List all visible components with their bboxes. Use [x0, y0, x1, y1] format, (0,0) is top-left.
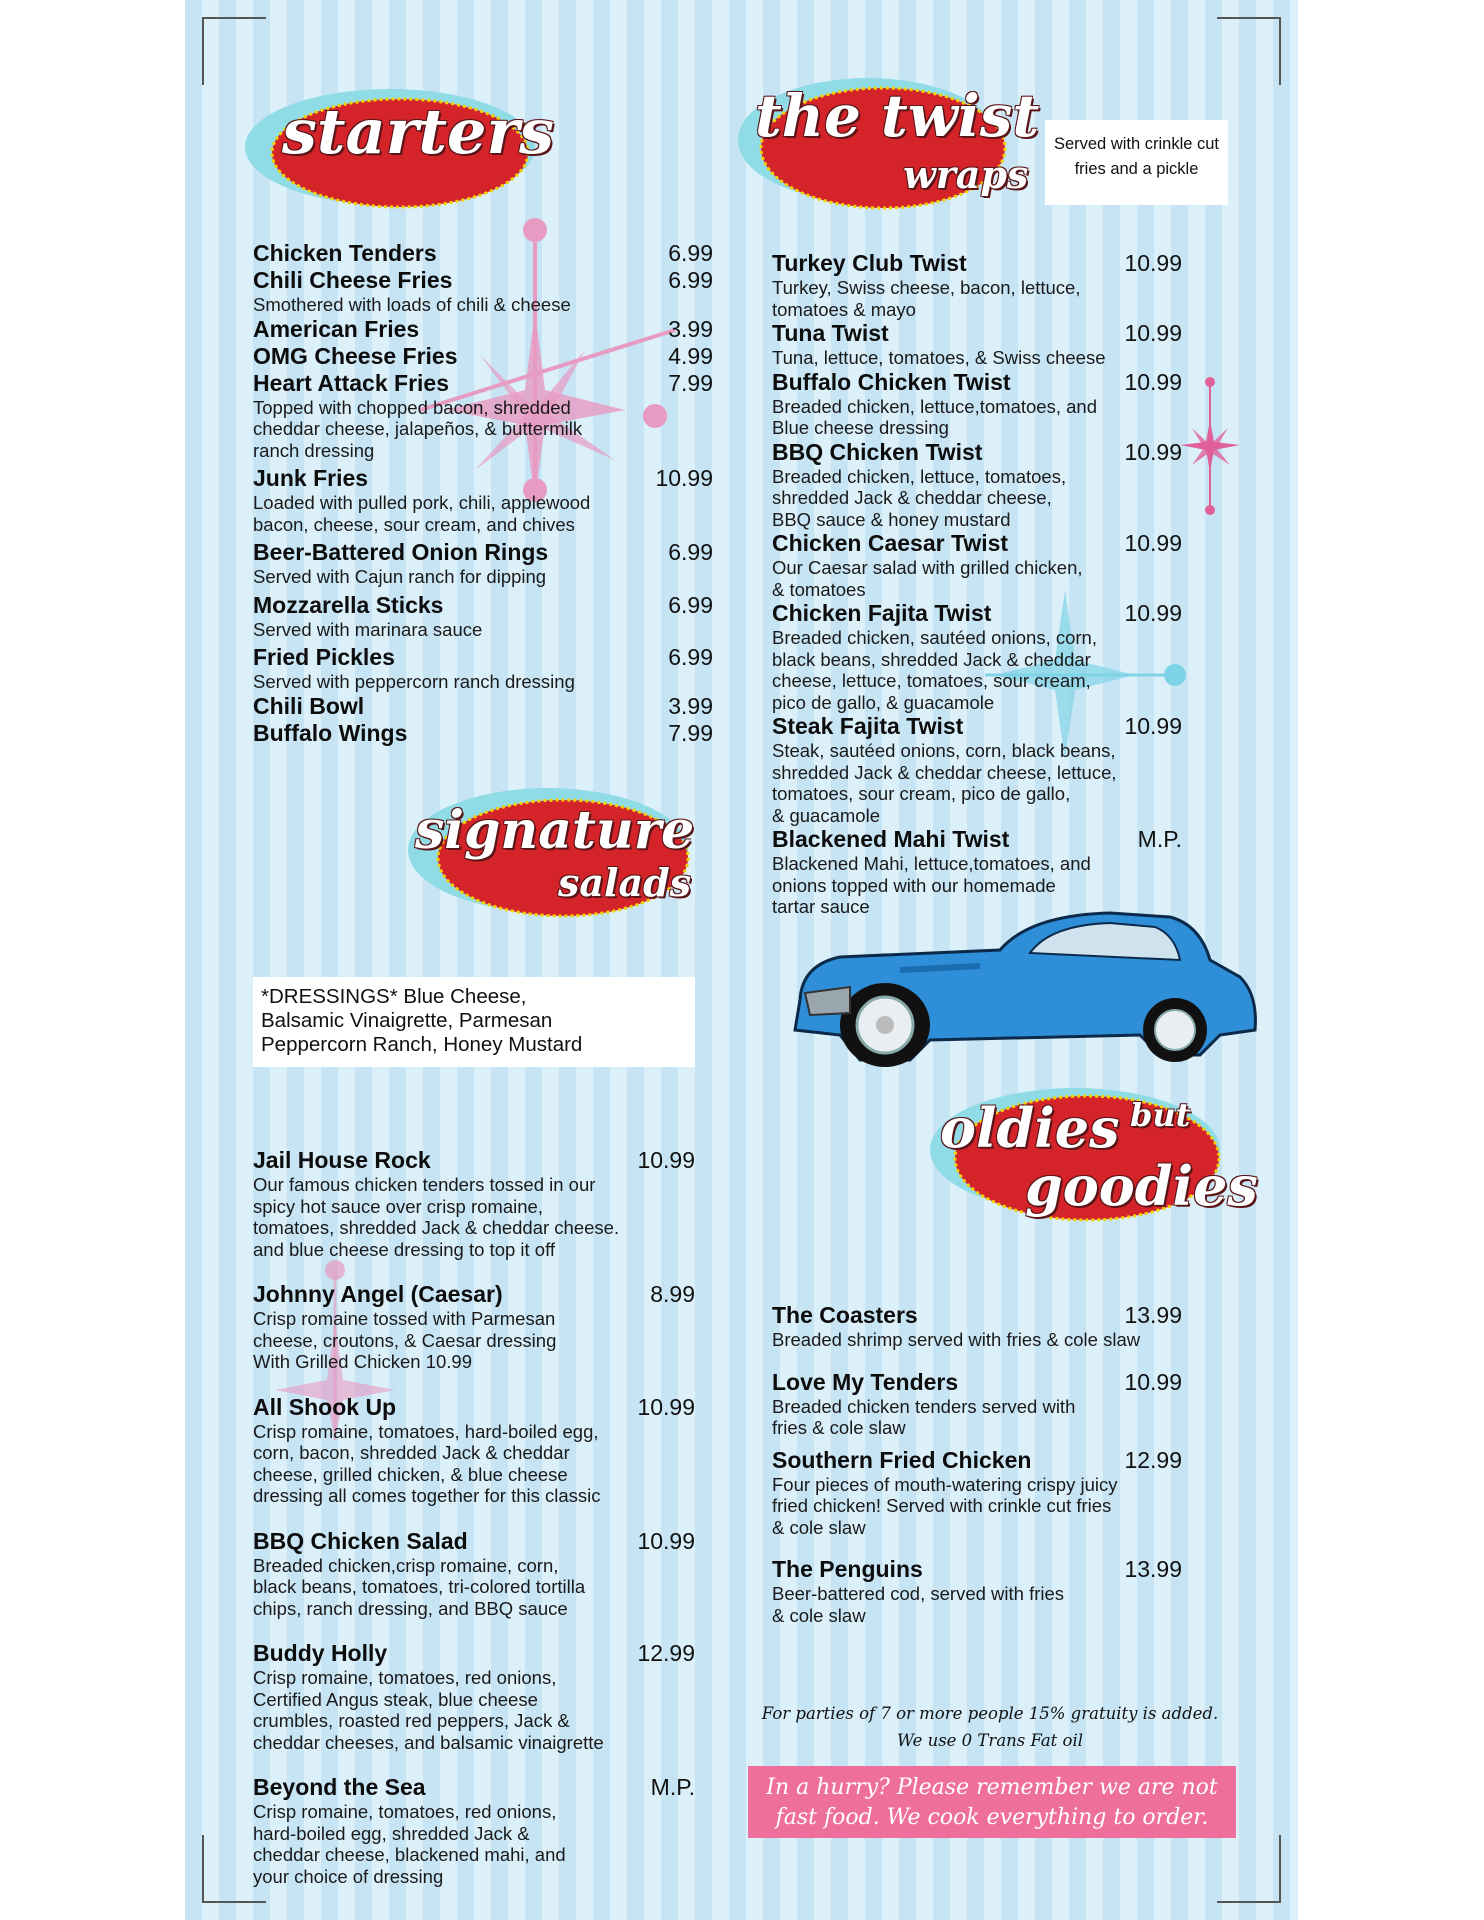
- item-name: Chili Bowl: [253, 692, 365, 719]
- item-price: 10.99: [1124, 713, 1182, 739]
- menu-item: [253, 693, 713, 720]
- item-price: 3.99: [668, 315, 713, 342]
- menu-item: [772, 369, 1182, 439]
- item-description: Crisp romaine, tomatoes, red onions, Certified Angus steak, blue cheese crumbles, roasted red peppers, Jack & cheddar cheeses, and balsamic vinaigrette: [253, 1667, 604, 1753]
- item-name: Beyond the Sea: [253, 1774, 426, 1800]
- menu-item: [253, 592, 713, 641]
- starters-title: starters: [282, 95, 555, 168]
- item-price: 6.99: [668, 591, 713, 618]
- item-description: Breaded chicken,crisp romaine, corn, black beans, tomatoes, tri-colored tortilla chips, ranch dressing, and BBQ sauce: [253, 1554, 586, 1619]
- item-description: Tuna, lettuce, tomatoes, & Swiss cheese: [772, 347, 1106, 368]
- item-description: Crisp romaine, tomatoes, hard-boiled egg, corn, bacon, shredded Jack & cheddar cheese, grilled chicken, & blue cheese dressing all comes together for this classic: [253, 1420, 601, 1506]
- oldies-list: [772, 1302, 1182, 1626]
- item-price: 4.99: [668, 342, 713, 369]
- item-price: 6.99: [668, 539, 713, 565]
- item-description: Topped with chopped bacon, shredded cheddar cheese, jalapeños, & buttermilk ranch dressing: [253, 396, 583, 461]
- wraps-subtitle: wraps: [903, 152, 1029, 197]
- item-price: 6.99: [668, 240, 713, 266]
- item-price: 10.99: [1124, 600, 1182, 626]
- item-description: Loaded with pulled pork, chili, applewood bacon, cheese, sour cream, and chives: [253, 492, 591, 535]
- menu-item: [253, 267, 713, 316]
- gratuity-text: For parties of 7 or more people 15% gratuity is added.: [761, 1704, 1219, 1723]
- item-description: Beer-battered cod, served with fries & cole slaw: [772, 1583, 1065, 1626]
- item-name: Buffalo Chicken Twist: [772, 368, 1011, 395]
- item-description: Served with peppercorn ranch dressing: [253, 671, 575, 692]
- item-description: Our famous chicken tenders tossed in our spicy hot sauce over crisp romaine, tomatoes, shredded Jack & cheddar cheese. and blue cheese dressing to top it off: [253, 1174, 620, 1260]
- item-description: Breaded chicken tenders served with fries & cole slaw: [772, 1395, 1076, 1438]
- menu-item: [253, 1281, 695, 1373]
- item-name: Chicken Fajita Twist: [772, 600, 992, 626]
- item-description: Turkey, Swiss cheese, bacon, lettuce, tomatoes & mayo: [772, 277, 1081, 320]
- menu-item: [253, 1147, 695, 1260]
- salads-list: [253, 1147, 695, 1887]
- item-name: Beer-Battered Onion Rings: [253, 539, 549, 565]
- item-price: 8.99: [650, 1281, 695, 1307]
- item-description: Breaded shrimp served with fries & cole slaw: [772, 1329, 1141, 1350]
- item-price: 10.99: [637, 1393, 695, 1420]
- salads-heading: [403, 780, 703, 930]
- menu-item: [253, 644, 713, 693]
- item-description: Crisp romaine tossed with Parmesan cheese, croutons, & Caesar dressing With Grilled Chicken 10.99: [253, 1308, 557, 1372]
- menu-item: [772, 1302, 1182, 1351]
- crop-mark: [202, 17, 266, 85]
- menu-item: [253, 1640, 695, 1753]
- item-name: Tuna Twist: [772, 320, 889, 346]
- menu-item: [253, 370, 713, 462]
- menu-item: [253, 720, 713, 747]
- item-price: 10.99: [637, 1527, 695, 1554]
- item-price: M.P.: [1137, 826, 1182, 852]
- item-description: Steak, sautéed onions, corn, black beans, shredded Jack & cheddar cheese, lettuce, tomatoes, sour cream, pico de gallo, & guacamole: [772, 740, 1117, 826]
- item-name: Southern Fried Chicken: [772, 1446, 1032, 1473]
- starters-heading: [240, 85, 555, 225]
- item-name: Junk Fries: [253, 465, 369, 491]
- item-description: Served with marinara sauce: [253, 618, 483, 640]
- item-price: 10.99: [1124, 368, 1182, 395]
- item-name: OMG Cheese Fries: [253, 342, 458, 369]
- item-name: Jail House Rock: [253, 1147, 431, 1173]
- menu-item: [253, 539, 713, 588]
- item-name: Mozzarella Sticks: [253, 591, 444, 618]
- item-name: Chicken Caesar Twist: [772, 530, 1009, 556]
- item-name: Fried Pickles: [253, 644, 395, 670]
- item-name: Buddy Holly: [253, 1640, 388, 1666]
- menu-item: [772, 1369, 1182, 1439]
- item-price: 10.99: [1124, 1368, 1182, 1395]
- menu-item: [772, 439, 1182, 531]
- crop-mark: [1217, 1835, 1281, 1903]
- wraps-note: Served with crinkle cut fries and a pickle: [1045, 120, 1228, 205]
- oldies-heading: [925, 1078, 1258, 1243]
- oldies-but: but: [1130, 1096, 1191, 1134]
- menu-item: [253, 465, 713, 535]
- item-description: Breaded chicken, sautéed onions, corn, black beans, shredded Jack & cheddar cheese, lettuce, tomatoes, sour cream, pico de gallo, & guacamole: [772, 627, 1097, 713]
- item-price: 10.99: [655, 465, 713, 491]
- item-description: Breaded chicken, lettuce,tomatoes, and Blue cheese dressing: [772, 395, 1097, 438]
- item-description: Smothered with loads of chili & cheese: [253, 294, 571, 315]
- menu-item: [253, 343, 713, 370]
- menu-item: [253, 1528, 695, 1620]
- dressings-box: *DRESSINGS* Blue Cheese, Balsamic Vinaigrette, Parmesan Peppercorn Ranch, Honey Mustard: [253, 977, 695, 1067]
- hurry-banner: In a hurry? Please remember we are not fast food. We cook everything to order.: [748, 1766, 1236, 1838]
- item-price: 13.99: [1124, 1302, 1182, 1328]
- wraps-title: the twist: [755, 82, 1040, 150]
- menu-item: [253, 1774, 695, 1887]
- item-price: 7.99: [668, 719, 713, 746]
- classic-car-icon: [780, 905, 1265, 1070]
- menu-item: [772, 600, 1182, 713]
- item-name: Buffalo Wings: [253, 719, 408, 746]
- item-price: 10.99: [1124, 320, 1182, 346]
- salads-subtitle: salads: [558, 860, 692, 905]
- item-name: The Penguins: [772, 1556, 923, 1582]
- item-description: Served with Cajun ranch for dipping: [253, 566, 547, 587]
- item-name: BBQ Chicken Twist: [772, 438, 983, 465]
- menu-item: [253, 1394, 695, 1507]
- menu-item: [772, 250, 1182, 320]
- starters-list: [253, 240, 713, 747]
- item-price: 6.99: [668, 644, 713, 670]
- item-name: Steak Fajita Twist: [772, 713, 964, 739]
- item-price: 6.99: [668, 267, 713, 293]
- item-price: 10.99: [1124, 530, 1182, 556]
- item-name: Love My Tenders: [772, 1368, 959, 1395]
- crop-mark: [1217, 17, 1281, 85]
- wraps-list: [772, 250, 1182, 918]
- item-name: American Fries: [253, 315, 420, 342]
- menu-item: [253, 240, 713, 267]
- oldies-title: oldies: [940, 1096, 1120, 1160]
- item-name: All Shook Up: [253, 1393, 397, 1420]
- item-name: Johnny Angel (Caesar): [253, 1281, 503, 1307]
- item-description: Blackened Mahi, lettuce,tomatoes, and onions topped with our homemade tartar sauce: [772, 853, 1091, 917]
- item-name: BBQ Chicken Salad: [253, 1527, 468, 1554]
- menu-item: [253, 316, 713, 343]
- menu-item: [772, 1447, 1182, 1539]
- item-price: 13.99: [1124, 1556, 1182, 1582]
- trans-fat-text: We use 0 Trans Fat oil: [896, 1731, 1084, 1750]
- item-price: 3.99: [668, 692, 713, 719]
- item-price: 10.99: [1124, 438, 1182, 465]
- item-name: Chili Cheese Fries: [253, 267, 453, 293]
- item-price: 12.99: [637, 1640, 695, 1666]
- menu-item: [772, 320, 1182, 369]
- item-name: Heart Attack Fries: [253, 369, 450, 396]
- item-price: 10.99: [637, 1147, 695, 1173]
- item-description: Crisp romaine, tomatoes, red onions, hard-boiled egg, shredded Jack & cheddar cheese, blackened mahi, and your choice of dressing: [253, 1801, 566, 1887]
- item-price: 7.99: [668, 369, 713, 396]
- item-name: The Coasters: [772, 1302, 918, 1328]
- item-description: Our Caesar salad with grilled chicken, & tomatoes: [772, 557, 1083, 600]
- gratuity-note: [755, 1700, 1225, 1754]
- menu-item: [772, 1556, 1182, 1626]
- menu-item: [772, 530, 1182, 600]
- item-name: Chicken Tenders: [253, 240, 437, 266]
- atomic-star-icon: [1170, 370, 1250, 520]
- menu-page: [185, 0, 1298, 1920]
- menu-item: [772, 826, 1182, 918]
- item-description: Four pieces of mouth-watering crispy juicy fried chicken! Served with crinkle cut fries & cole slaw: [772, 1473, 1118, 1538]
- wraps-heading: [733, 70, 1040, 230]
- item-price: 10.99: [1124, 250, 1182, 276]
- item-name: Turkey Club Twist: [772, 250, 967, 276]
- salads-title: signature: [415, 800, 695, 861]
- item-description: Breaded chicken, lettuce, tomatoes, shredded Jack & cheddar cheese, BBQ sauce & honey mustard: [772, 465, 1067, 530]
- oldies-subtitle: goodies: [1025, 1154, 1258, 1218]
- item-price: 12.99: [1124, 1446, 1182, 1473]
- menu-item: [772, 713, 1182, 826]
- item-price: M.P.: [650, 1774, 695, 1800]
- item-name: Blackened Mahi Twist: [772, 826, 1010, 852]
